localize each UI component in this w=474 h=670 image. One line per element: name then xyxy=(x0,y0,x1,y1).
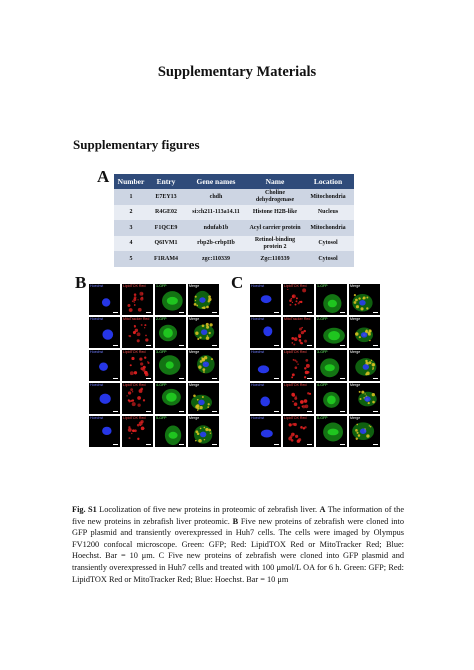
scale-bar xyxy=(179,378,184,379)
micrograph-cell xyxy=(188,383,219,414)
channel-label: Hoechst xyxy=(90,383,104,387)
scale-bar xyxy=(146,444,151,445)
channel-label: LipidTOX Red xyxy=(123,350,146,354)
channel-label: LipidTOX Red xyxy=(284,284,307,288)
channel-label: Merge xyxy=(189,284,200,288)
channel-label: 3-GFP xyxy=(317,350,328,354)
table-cell: Cytosol xyxy=(302,236,354,252)
scale-bar xyxy=(340,378,345,379)
scale-bar xyxy=(212,444,217,445)
channel-label: Hoechst xyxy=(251,416,265,420)
table-cell: si:ch211-113a14.11 xyxy=(184,205,248,221)
micrograph-cell xyxy=(188,350,219,381)
table-row xyxy=(114,189,354,205)
micrograph-cell xyxy=(316,317,347,348)
scale-bar xyxy=(373,411,378,412)
channel-label: Merge xyxy=(350,416,361,420)
protein-table xyxy=(114,174,354,267)
table-cell: chdh xyxy=(184,189,248,205)
channel-label: LipidTOX Red xyxy=(123,383,146,387)
table-row xyxy=(114,220,354,236)
panel-label-a: A xyxy=(97,167,110,186)
channel-label: 4-GFP xyxy=(317,383,328,387)
panel-c-image-grid xyxy=(250,284,380,447)
scale-bar xyxy=(373,345,378,346)
scale-bar xyxy=(307,312,312,313)
column-header: Entry xyxy=(148,174,184,189)
table-cell: F1QCE9 xyxy=(148,220,184,236)
micrograph-cell xyxy=(316,350,347,381)
micrograph-cell xyxy=(122,350,153,381)
table-cell: rbp2b-crbpIIb xyxy=(184,236,248,252)
micrograph-cell xyxy=(188,416,219,447)
table-cell: 5 xyxy=(114,251,148,267)
caption-b-text: Five new proteins of zebrafish were cloned into GFP plasmid and transiently overexpressed in Huh7 cells. The cells were imaged by Olympus FV1200 confocal microscope. Green: GFP; Red: LipidTOX Red or MitoTracker Red; Blue: Hoechst. Bar = 10 μm. C Five new proteins of zebrafish were cloned into GFP plasmid and transiently overexpressed in Huh7 cells and treated with 100 μmol/L OA for 6 h. Green: GFP; Red: LipidTOX Red or MitoTracker Red; Blue: Hoechst. Bar = 10 μm xyxy=(72,516,404,584)
channel-label: Merge xyxy=(350,383,361,387)
channel-label: Hoechst xyxy=(90,284,104,288)
micrograph-cell xyxy=(349,350,380,381)
micrograph-cell xyxy=(188,284,219,315)
column-header: Number xyxy=(114,174,148,189)
channel-label: LipidTOX Red xyxy=(123,416,146,420)
channel-label: LipidTOX Red xyxy=(284,383,307,387)
table-cell: 3 xyxy=(114,220,148,236)
scale-bar xyxy=(212,411,217,412)
scale-bar xyxy=(274,312,279,313)
scale-bar xyxy=(146,378,151,379)
scale-bar xyxy=(179,345,184,346)
micrograph-cell xyxy=(250,284,281,315)
channel-label: MitoTracker Red xyxy=(284,317,311,321)
table-cell: F1RAM4 xyxy=(148,251,184,267)
scale-bar xyxy=(307,345,312,346)
micrograph-cell xyxy=(283,350,314,381)
channel-label: Hoechst xyxy=(251,284,265,288)
channel-label: 5-GFP xyxy=(156,416,167,420)
table-cell: Nucleus xyxy=(302,205,354,221)
scale-bar xyxy=(146,312,151,313)
table-cell: Retinol-binding protein 2 xyxy=(248,236,302,252)
scale-bar xyxy=(179,312,184,313)
micrograph-cell xyxy=(155,317,186,348)
micrograph-cell xyxy=(349,284,380,315)
channel-label: 3-GFP xyxy=(156,350,167,354)
table-row xyxy=(114,251,354,267)
scale-bar xyxy=(274,444,279,445)
scale-bar xyxy=(146,411,151,412)
table-cell: E7EY13 xyxy=(148,189,184,205)
table-cell: ndufab1b xyxy=(184,220,248,236)
channel-label: 2-GFP xyxy=(156,317,167,321)
channel-label: 2-GFP xyxy=(317,317,328,321)
section-heading: Supplementary figures xyxy=(73,137,200,152)
micrograph-cell xyxy=(250,416,281,447)
scale-bar xyxy=(212,345,217,346)
caption-b-label: B xyxy=(232,516,239,526)
micrograph-cell xyxy=(89,383,120,414)
scale-bar xyxy=(373,378,378,379)
micrograph-cell xyxy=(122,317,153,348)
micrograph-cell xyxy=(122,383,153,414)
micrograph-cell xyxy=(122,284,153,315)
micrograph-cell xyxy=(349,416,380,447)
table-cell: Zgc:110339 xyxy=(248,251,302,267)
micrograph-cell xyxy=(250,317,281,348)
micrograph-cell xyxy=(283,284,314,315)
caption-a-text: The information of the five new proteins in zebrafish liver proteomic. xyxy=(72,505,405,526)
scale-bar xyxy=(113,345,118,346)
caption-fig-label: Fig. S1 xyxy=(72,505,97,514)
scale-bar xyxy=(113,378,118,379)
channel-label: 1-GFP xyxy=(317,284,328,288)
micrograph-cell xyxy=(122,416,153,447)
panel-label-b: B xyxy=(75,273,87,292)
channel-label: Hoechst xyxy=(251,350,265,354)
channel-label: Merge xyxy=(350,317,361,321)
table-cell: Cytosol xyxy=(302,251,354,267)
table-cell: Q6IVM1 xyxy=(148,236,184,252)
table-header-row xyxy=(114,174,354,189)
panel-label-c: C xyxy=(231,273,244,292)
channel-label: Hoechst xyxy=(90,350,104,354)
scale-bar xyxy=(274,345,279,346)
micrograph-cell xyxy=(155,284,186,315)
micrograph-cell xyxy=(155,350,186,381)
micrograph-cell xyxy=(89,350,120,381)
micrograph-cell xyxy=(155,383,186,414)
micrograph-cell xyxy=(283,317,314,348)
figure-caption xyxy=(72,504,404,585)
channel-label: Merge xyxy=(189,383,200,387)
scale-bar xyxy=(307,378,312,379)
panel-b-image-grid xyxy=(89,284,219,447)
micrograph-cell xyxy=(316,416,347,447)
table-cell: Mitochondria xyxy=(302,189,354,205)
table-cell: Histone H2B-like xyxy=(248,205,302,221)
table-cell: Acyl carrier protein xyxy=(248,220,302,236)
micrograph-cell xyxy=(155,416,186,447)
scale-bar xyxy=(113,411,118,412)
scale-bar xyxy=(179,411,184,412)
micrograph-cell xyxy=(250,383,281,414)
channel-label: Hoechst xyxy=(90,416,104,420)
scale-bar xyxy=(307,411,312,412)
table-cell: zgc:110339 xyxy=(184,251,248,267)
micrograph-cell xyxy=(188,317,219,348)
channel-label: Merge xyxy=(189,416,200,420)
table-cell: Choline dehydrogenase xyxy=(248,189,302,205)
micrograph-cell xyxy=(89,317,120,348)
caption-a-label: A xyxy=(319,505,326,514)
micrograph-cell xyxy=(89,284,120,315)
channel-label: MitoTracker Red xyxy=(123,317,150,321)
micrograph-cell xyxy=(283,416,314,447)
column-header: Name xyxy=(248,174,302,189)
micrograph-cell xyxy=(349,383,380,414)
table-cell: R4GE02 xyxy=(148,205,184,221)
scale-bar xyxy=(212,312,217,313)
scale-bar xyxy=(212,378,217,379)
channel-label: LipidTOX Red xyxy=(284,416,307,420)
scale-bar xyxy=(373,444,378,445)
table-cell: 4 xyxy=(114,236,148,252)
channel-label: Merge xyxy=(350,350,361,354)
scale-bar xyxy=(113,444,118,445)
channel-label: Merge xyxy=(350,284,361,288)
scale-bar xyxy=(274,378,279,379)
channel-label: Hoechst xyxy=(90,317,104,321)
channel-label: Merge xyxy=(189,350,200,354)
channel-label: Merge xyxy=(189,317,200,321)
micrograph-cell xyxy=(349,317,380,348)
scale-bar xyxy=(146,345,151,346)
micrograph-cell xyxy=(89,416,120,447)
scale-bar xyxy=(340,444,345,445)
table-cell: 2 xyxy=(114,205,148,221)
channel-label: 1-GFP xyxy=(156,284,167,288)
column-header: Location xyxy=(302,174,354,189)
table-row xyxy=(114,205,354,221)
scale-bar xyxy=(340,411,345,412)
channel-label: LipidTOX Red xyxy=(284,350,307,354)
channel-label: 5-GFP xyxy=(317,416,328,420)
scale-bar xyxy=(307,444,312,445)
channel-label: 4-GFP xyxy=(156,383,167,387)
micrograph-cell xyxy=(283,383,314,414)
scale-bar xyxy=(340,345,345,346)
micrograph-cell xyxy=(316,383,347,414)
micrograph-cell xyxy=(316,284,347,315)
channel-label: LipidTOX Red xyxy=(123,284,146,288)
scale-bar xyxy=(373,312,378,313)
channel-label: Hoechst xyxy=(251,383,265,387)
scale-bar xyxy=(340,312,345,313)
table-cell: Mitochondria xyxy=(302,220,354,236)
scale-bar xyxy=(274,411,279,412)
table-cell: 1 xyxy=(114,189,148,205)
page-title: Supplementary Materials xyxy=(157,64,317,80)
column-header: Gene names xyxy=(184,174,248,189)
channel-label: Hoechst xyxy=(251,317,265,321)
table-row xyxy=(114,236,354,252)
caption-intro: Locolization of five new proteins in proteomic of zebrafish liver. xyxy=(96,505,320,514)
micrograph-cell xyxy=(250,350,281,381)
scale-bar xyxy=(113,312,118,313)
scale-bar xyxy=(179,444,184,445)
